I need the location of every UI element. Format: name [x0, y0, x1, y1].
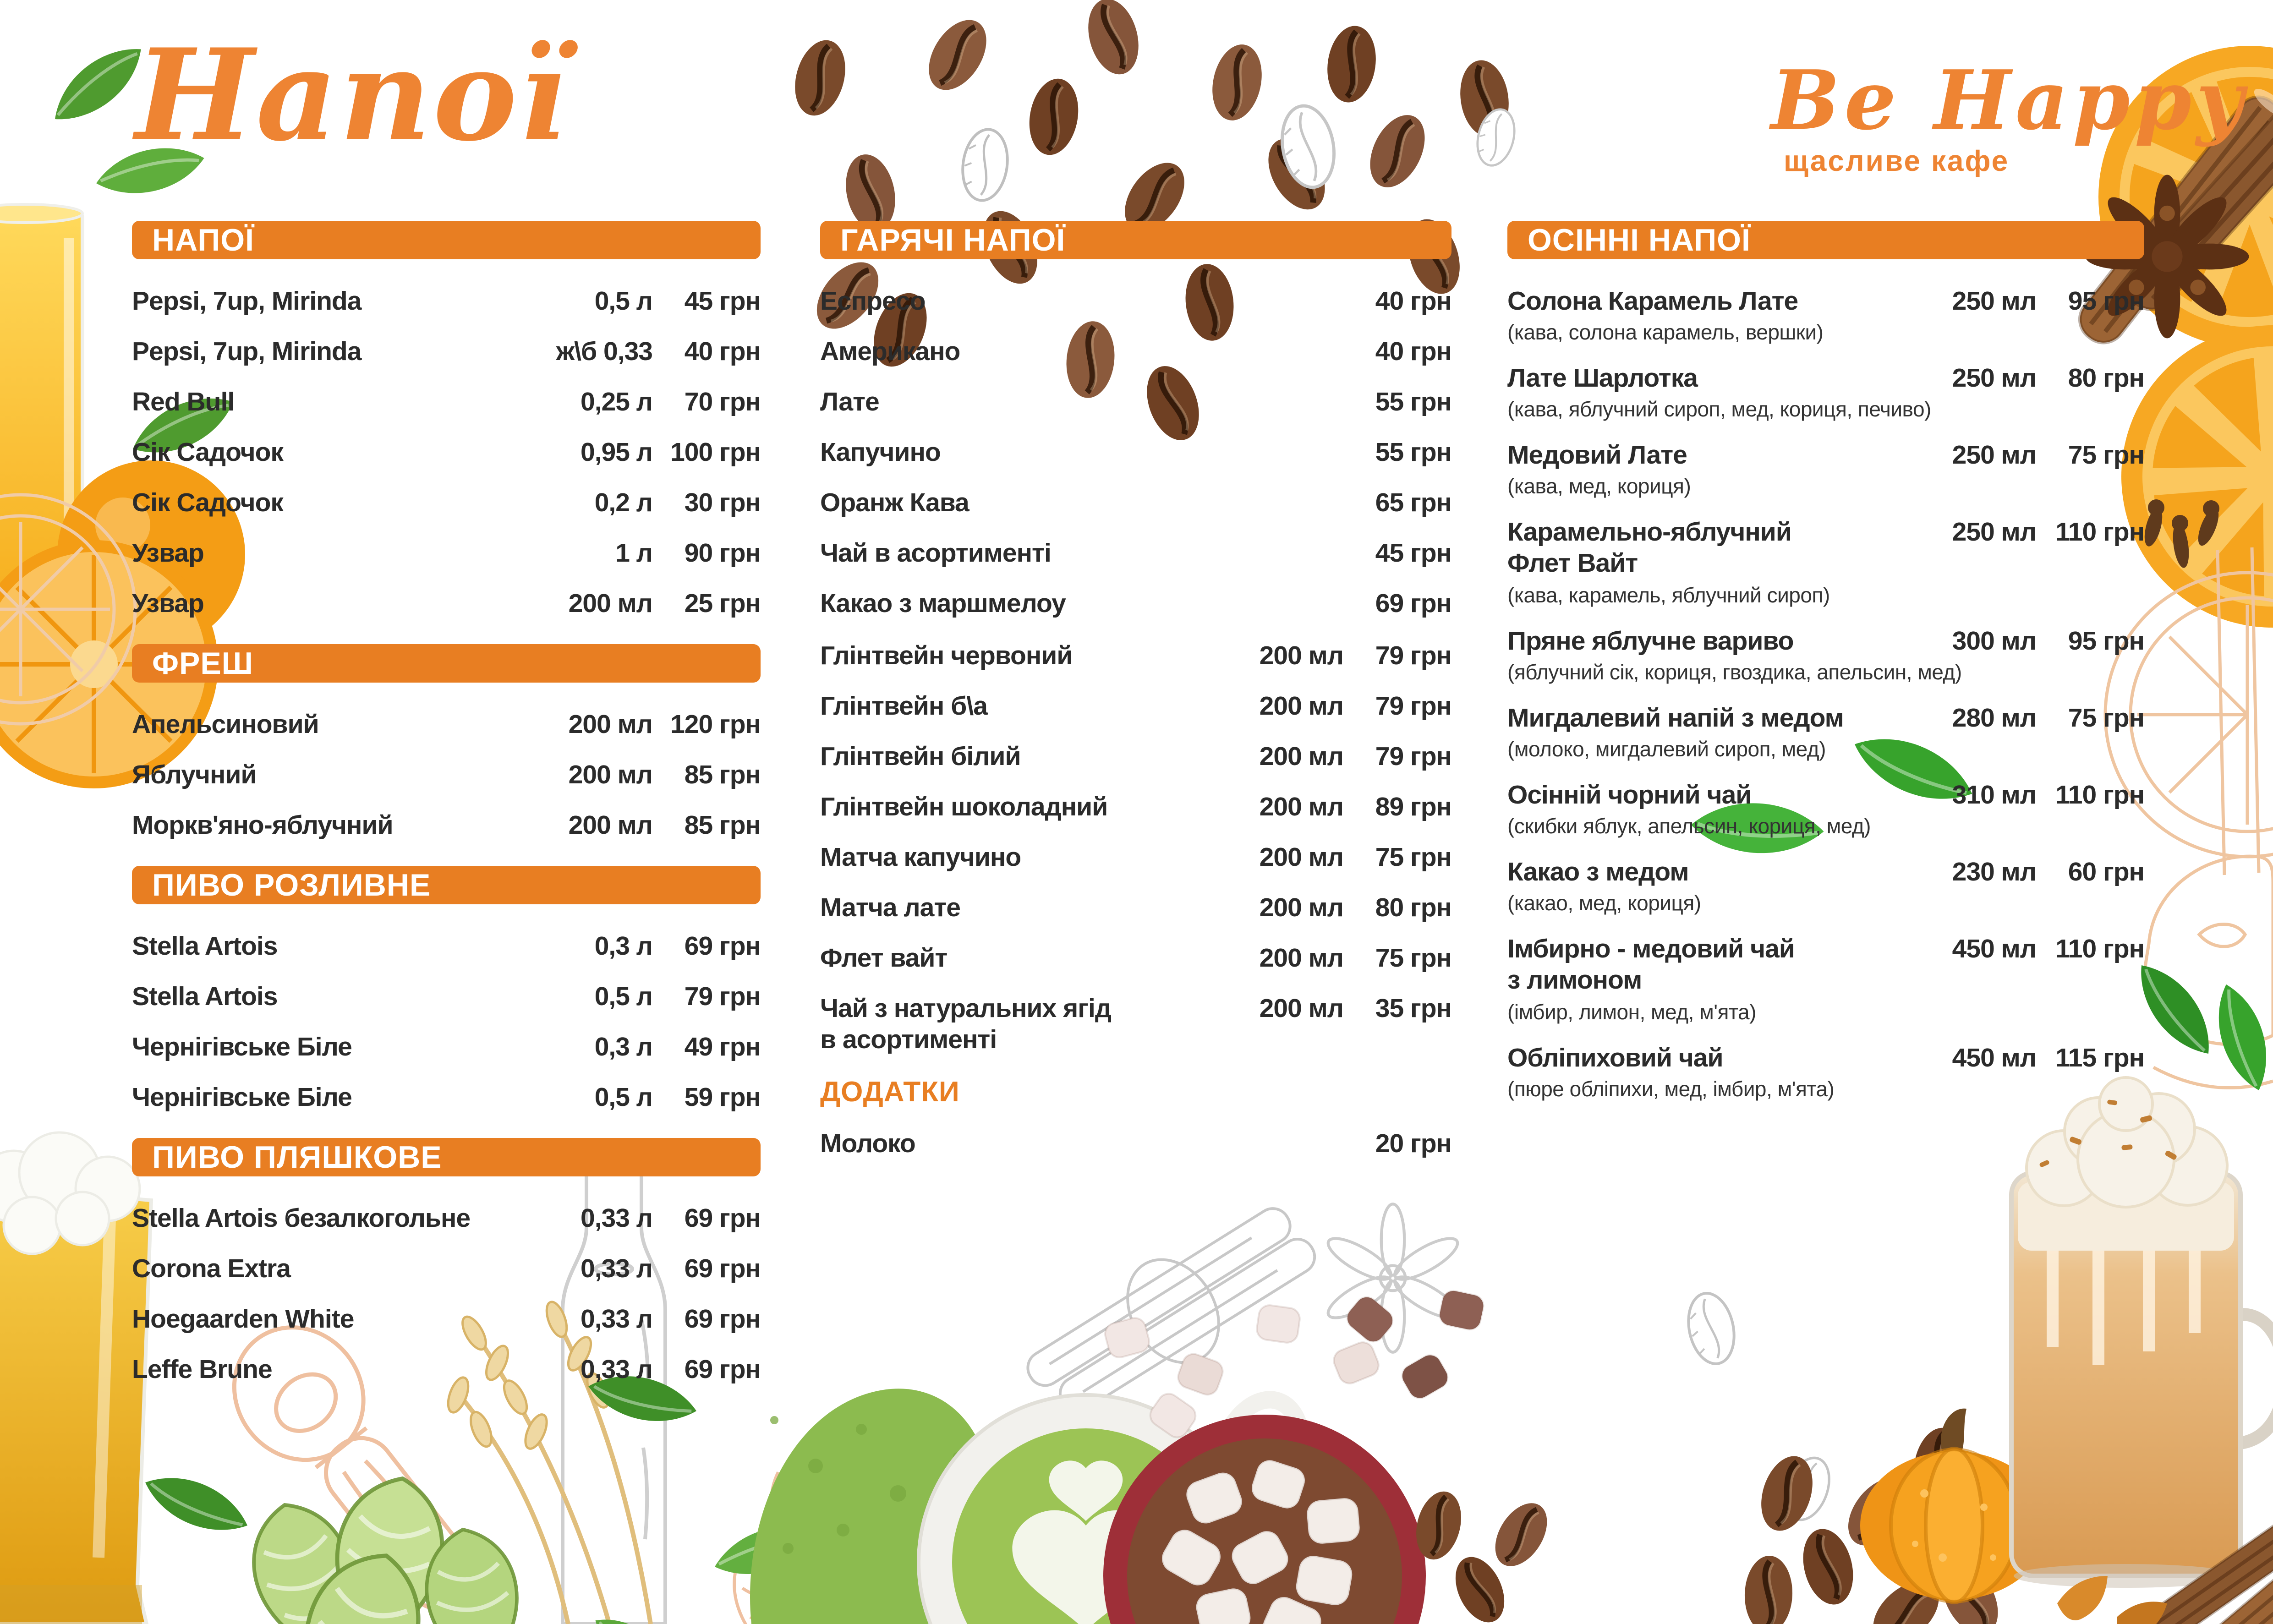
menu-item [820, 892, 1451, 923]
item-price: 40 грн [1375, 286, 1451, 316]
menu-item-row [820, 792, 1451, 822]
menu-item-row [132, 437, 761, 467]
item-price: 69 грн [684, 1203, 761, 1233]
section-header-label: ОСІННІ НАПОЇ [1528, 223, 1751, 257]
item-volume: 200 мл [1259, 691, 1343, 721]
item-price: 110 грн [2055, 780, 2144, 809]
item-price: 95 грн [2068, 626, 2144, 656]
menu-item-row [820, 640, 1451, 671]
item-price: 79 грн [1375, 742, 1451, 771]
menu-item [820, 792, 1451, 822]
menu-item [820, 336, 1451, 366]
item-description: (кава, солона карамель, вершки) [1507, 320, 1824, 344]
item-price: 75 грн [2068, 440, 2144, 470]
hop-cones-photo [138, 1458, 526, 1624]
item-volume: 250 мл [1952, 363, 2036, 393]
menu-item-row [132, 810, 761, 840]
item-name: Пряне яблучне вариво [1507, 626, 1794, 656]
item-volume: ж\б 0,33 [556, 337, 652, 366]
menu-item [132, 810, 761, 840]
menu-item [1507, 857, 2144, 915]
menu-item-row [132, 588, 761, 618]
menu-item-row [820, 437, 1451, 467]
item-name: Флет вайт [820, 943, 948, 973]
item-name: Сік Садочок [132, 488, 283, 517]
item-price: 49 грн [684, 1032, 761, 1061]
menu-item-row [820, 487, 1451, 518]
item-name: Моркв'яно-яблучний [132, 810, 393, 840]
item-name: Апельсиновий [132, 710, 319, 739]
item-price: 55 грн [1375, 387, 1451, 416]
menu-item [132, 487, 761, 518]
item-price: 75 грн [1375, 842, 1451, 872]
menu-item [1507, 934, 2144, 1024]
item-description: (пюре обліпихи, мед, імбир, м'ята) [1507, 1077, 1835, 1101]
item-volume: 0,33 л [581, 1355, 652, 1384]
item-price: 95 грн [2068, 286, 2144, 316]
section-header-label: ПИВО ПЛЯШКОВЕ [152, 1140, 442, 1175]
item-volume: 300 мл [1952, 626, 2036, 656]
menu-item [1507, 1043, 2144, 1101]
item-volume: 200 мл [568, 589, 652, 618]
item-description: (яблучний сік, кориця, гвоздика, апельсин, мед) [1507, 660, 1962, 684]
menu-item-row [820, 943, 1451, 973]
menu-item-row [132, 286, 761, 316]
item-description: (кава, карамель, яблучний сироп) [1507, 583, 1830, 607]
item-volume: 200 мл [568, 810, 652, 840]
item-price: 79 грн [684, 982, 761, 1011]
item-name: Глінтвейн шоколадний [820, 792, 1108, 821]
menu-item-row [132, 1354, 761, 1384]
item-name: Молоко [820, 1129, 915, 1158]
item-name: Матча лате [820, 893, 960, 922]
item-price: 60 грн [2068, 857, 2144, 886]
item-price: 45 грн [684, 286, 761, 316]
item-price: 75 грн [1375, 943, 1451, 973]
item-volume: 200 мл [1259, 641, 1343, 670]
menu-item [132, 286, 761, 316]
item-price: 80 грн [2068, 363, 2144, 393]
menu-item [820, 993, 1451, 1055]
item-description: (кава, мед, кориця) [1507, 474, 1691, 498]
menu-item [132, 760, 761, 790]
item-volume: 200 мл [568, 760, 652, 789]
menu-item [132, 387, 761, 417]
menu-item-row [132, 981, 761, 1012]
item-volume: 0,2 л [594, 488, 652, 517]
item-volume: 1 л [615, 538, 652, 568]
item-price: 100 грн [670, 437, 761, 467]
coffee-beans-photo [1409, 1487, 1557, 1624]
item-volume: 280 мл [1952, 703, 2036, 733]
section-header-label: ПИВО РОЗЛИВНЕ [152, 868, 431, 902]
menu-item-row [132, 1253, 761, 1284]
item-volume: 450 мл [1952, 934, 2036, 963]
menu-item-row [132, 1203, 761, 1233]
item-name: Глінтвейн білий [820, 742, 1021, 771]
item-name: Stella Artois [132, 982, 278, 1011]
menu-item [1507, 440, 2144, 498]
menu-item-row [1507, 857, 2144, 887]
menu-item [820, 943, 1451, 973]
section-header-label: ДОДАТКИ [820, 1076, 960, 1108]
beer-glass-photo [0, 1132, 151, 1624]
section-header [820, 1076, 1451, 1108]
item-description: (молоко, мигдалевий сироп, мед) [1507, 737, 1826, 761]
item-volume: 230 мл [1952, 857, 2036, 886]
pumpkin-spice-latte-photo [2011, 1077, 2273, 1588]
section-header [1507, 221, 2144, 259]
section-header [132, 866, 761, 904]
item-volume: 250 мл [1952, 517, 2036, 547]
item-name: Leffe Brune [132, 1355, 272, 1384]
menu-item [132, 336, 761, 366]
section-header [132, 221, 761, 259]
item-volume: 200 мл [1259, 943, 1343, 973]
menu-item-row [820, 691, 1451, 721]
item-price: 110 грн [2055, 934, 2144, 963]
item-name: Лате [820, 387, 879, 416]
menu-item-row [132, 1032, 761, 1062]
item-price: 20 грн [1375, 1129, 1451, 1158]
menu-item-row [820, 993, 1451, 1023]
menu-item [1507, 517, 2144, 607]
menu-item-row [132, 487, 761, 518]
item-price: 40 грн [684, 337, 761, 366]
item-volume: 200 мл [1259, 742, 1343, 771]
brand-name: Be Happy [1771, 52, 2248, 148]
item-name: Американо [820, 337, 960, 366]
menu-column-right [1507, 221, 2144, 1120]
item-price: 69 грн [684, 1254, 761, 1283]
menu-item-row [132, 709, 761, 739]
item-name: Яблучний [132, 760, 257, 789]
item-name: Red Bull [132, 387, 235, 416]
menu-item [820, 437, 1451, 467]
menu-item-row [1507, 1043, 2144, 1073]
item-price: 40 грн [1375, 337, 1451, 366]
menu-item-row [132, 336, 761, 366]
item-price: 30 грн [684, 488, 761, 517]
menu-item-row [1507, 780, 2144, 810]
menu-item-row [132, 538, 761, 568]
item-volume: 0,5 л [594, 1083, 652, 1112]
menu-item-row [1507, 626, 2144, 656]
item-description: (скибки яблук, апельсин, кориця, мед) [1507, 814, 1871, 838]
item-price: 35 грн [1375, 994, 1451, 1023]
item-name: Глінтвейн червоний [820, 641, 1073, 670]
menu-item-row [132, 760, 761, 790]
menu-item [820, 741, 1451, 771]
menu-item [820, 387, 1451, 417]
item-volume: 0,25 л [581, 387, 652, 416]
menu-item [820, 640, 1451, 671]
item-price: 85 грн [684, 760, 761, 789]
item-price: 69 грн [684, 1304, 761, 1334]
item-price: 69 грн [1375, 589, 1451, 618]
menu-item-row [132, 931, 761, 961]
item-price: 80 грн [1375, 893, 1451, 922]
item-price: 75 грн [2068, 703, 2144, 733]
menu-item-row [820, 1128, 1451, 1159]
menu-item-row [820, 588, 1451, 618]
menu-item [820, 1128, 1451, 1159]
item-name: Матча капучино [820, 842, 1021, 872]
item-volume: 0,33 л [581, 1203, 652, 1233]
menu-item-row [132, 1082, 761, 1112]
item-name: Corona Extra [132, 1254, 290, 1283]
item-volume: 0,5 л [594, 286, 652, 316]
menu-column-left [132, 221, 761, 1405]
menu-item [820, 588, 1451, 618]
section-header-label: ФРЕШ [152, 646, 254, 681]
menu-item [132, 1304, 761, 1334]
item-name: Чай в асортименті [820, 538, 1051, 568]
coffee-bean-sketch [1682, 1289, 1837, 1526]
section-header [132, 644, 761, 683]
menu-item [132, 1203, 761, 1233]
menu-item [820, 286, 1451, 316]
item-volume: 250 мл [1952, 286, 2036, 316]
menu-item-row [820, 387, 1451, 417]
section-header-label: ГАРЯЧІ НАПОЇ [840, 223, 1066, 257]
item-price: 115 грн [2055, 1043, 2144, 1072]
item-price: 85 грн [684, 810, 761, 840]
item-name: Еспресо [820, 286, 926, 316]
menu-item [820, 842, 1451, 872]
menu-item [1507, 286, 2144, 344]
menu-item [1507, 703, 2144, 761]
item-volume: 200 мл [1259, 842, 1343, 872]
item-name: Обліпиховий чай [1507, 1043, 1723, 1072]
item-name: Солона Карамель Лате [1507, 286, 1798, 316]
item-volume: 0,3 л [594, 1032, 652, 1061]
item-description: (кава, яблучний сироп, мед, кориця, печиво) [1507, 397, 1931, 421]
menu-item-row [820, 286, 1451, 316]
item-volume: 200 мл [1259, 792, 1343, 821]
menu-item-row [820, 741, 1451, 771]
section-header [132, 1138, 761, 1176]
menu-item [132, 538, 761, 568]
item-price: 110 грн [2055, 517, 2144, 547]
item-volume: 200 мл [568, 710, 652, 739]
menu-item [132, 981, 761, 1012]
item-name: Чай з натуральних ягід [820, 994, 1112, 1023]
menu-item [132, 588, 761, 618]
item-name-line2: в асортименті [820, 1025, 997, 1054]
menu-item-row [820, 336, 1451, 366]
item-name-line2: Флет Вайт [1507, 548, 1638, 578]
item-price: 79 грн [1375, 641, 1451, 670]
item-price: 45 грн [1375, 538, 1451, 568]
item-volume: 310 мл [1952, 780, 2036, 809]
menu-item [132, 1032, 761, 1062]
menu-item-row [1507, 517, 2144, 547]
item-price: 69 грн [684, 1355, 761, 1384]
menu-item [132, 1253, 761, 1284]
item-price: 65 грн [1375, 488, 1451, 517]
menu-item [1507, 780, 2144, 838]
menu-item [132, 931, 761, 961]
item-name: Оранж Кава [820, 488, 969, 517]
item-name-line2: з лимоном [1507, 965, 1642, 995]
section-header-label: НАПОЇ [152, 223, 254, 257]
item-price: 90 грн [684, 538, 761, 568]
menu-item [132, 1082, 761, 1112]
item-name: Hoegaarden White [132, 1304, 354, 1334]
brand-logo [1771, 52, 2248, 178]
menu-item [1507, 363, 2144, 421]
item-volume: 450 мл [1952, 1043, 2036, 1072]
item-price: 120 грн [670, 710, 761, 739]
item-name: Глінтвейн б\а [820, 691, 987, 721]
item-name: Какао з маршмелоу [820, 589, 1066, 618]
item-name: Чернігівське Біле [132, 1083, 352, 1112]
menu-item-row [820, 538, 1451, 568]
item-name: Медовий Лате [1507, 440, 1687, 470]
item-name: Узвар [132, 589, 204, 618]
section-header [820, 221, 1451, 259]
item-price: 69 грн [684, 931, 761, 961]
item-name: Узвар [132, 538, 204, 568]
menu-item [132, 709, 761, 739]
page-title-script: Напої [135, 21, 569, 169]
star-anise-sketch [1323, 1204, 1462, 1352]
item-price: 89 грн [1375, 792, 1451, 821]
menu-item-row [132, 1304, 761, 1334]
item-name: Імбирно - медовий чай [1507, 934, 1795, 963]
item-name: Pepsi, 7up, Mirinda [132, 337, 361, 366]
menu-item-row [820, 892, 1451, 923]
item-description: (імбир, лимон, мед, м'ята) [1507, 1000, 1756, 1024]
item-name: Чернігівське Біле [132, 1032, 352, 1061]
item-name: Капучино [820, 437, 941, 467]
menu-item [132, 437, 761, 467]
item-price: 79 грн [1375, 691, 1451, 721]
item-price: 25 грн [684, 589, 761, 618]
menu-item-row [1507, 703, 2144, 733]
menu-column-middle [820, 221, 1451, 1179]
menu-item-row [132, 387, 761, 417]
menu-item [132, 1354, 761, 1384]
item-price: 70 грн [684, 387, 761, 416]
item-volume: 0,33 л [581, 1304, 652, 1334]
item-name: Карамельно-яблучний [1507, 517, 1791, 547]
menu-item-row [820, 842, 1451, 872]
item-price: 59 грн [684, 1083, 761, 1112]
item-volume: 250 мл [1952, 440, 2036, 470]
item-description: (какао, мед, кориця) [1507, 891, 1701, 915]
item-name: Stella Artois безалкогольне [132, 1203, 471, 1233]
item-volume: 0,3 л [594, 931, 652, 961]
menu-item-row [1507, 440, 2144, 470]
item-name: Сік Садочок [132, 437, 283, 467]
item-volume: 200 мл [1259, 994, 1343, 1023]
item-name: Лате Шарлотка [1507, 363, 1698, 393]
item-price: 55 грн [1375, 437, 1451, 467]
item-name: Stella Artois [132, 931, 278, 961]
item-name: Какао з медом [1507, 857, 1689, 886]
menu-item-row [1507, 934, 2144, 964]
item-name: Pepsi, 7up, Mirinda [132, 286, 361, 316]
menu-item [820, 691, 1451, 721]
item-volume: 0,5 л [594, 982, 652, 1011]
menu-item [820, 487, 1451, 518]
item-name: Осінній чорний чай [1507, 780, 1752, 809]
item-name: Мигдалевий напій з медом [1507, 703, 1844, 733]
menu-item [820, 538, 1451, 568]
menu-item-row [1507, 286, 2144, 316]
menu-item [1507, 626, 2144, 684]
item-volume: 0,33 л [581, 1254, 652, 1283]
item-volume: 200 мл [1259, 893, 1343, 922]
brand-tagline: щасливе кафе [1784, 144, 2010, 177]
menu-item-row [1507, 363, 2144, 393]
item-volume: 0,95 л [581, 437, 652, 467]
